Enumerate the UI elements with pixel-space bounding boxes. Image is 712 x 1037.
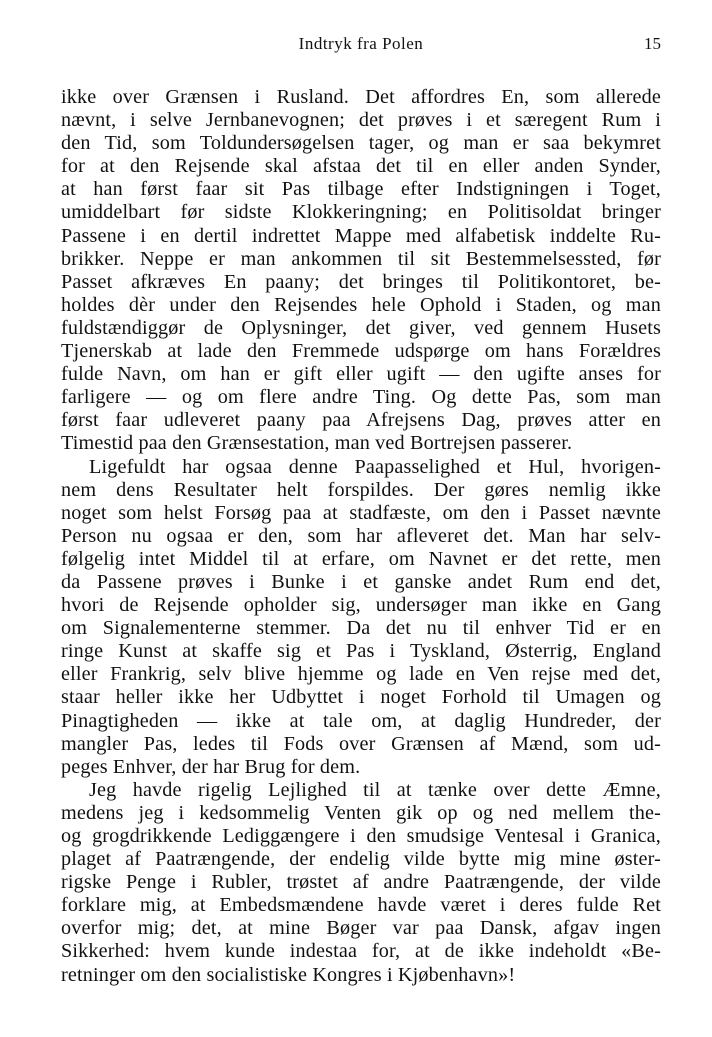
text-line: følgelig intet Middel til at erfare, om Navnet er det rette, men [61,547,661,570]
paragraph [61,456,661,779]
text-line: forklare mig, at Embedsmændene havde været i deres fulde Ret [61,894,661,917]
page-header [61,34,661,58]
text-line: ringe Kunst at skaffe sig et Pas i Tyskland, Østerrig, England [61,640,661,663]
text-line: Person nu ogsaa er den, som har afleveret det. Man har selv- [61,524,661,547]
running-title: Indtryk fra Polen [298,34,424,53]
text-line: peges Enhver, der har Brug for dem. [61,755,361,778]
text-line: først faar udleveret paany paa Afrejsens Dag, prøves atter en [61,409,661,432]
text-line: Sikkerhed: hvem kunde indestaa for, at de ikke indeholdt «Be- [61,940,661,963]
text-line: noget som helst Forsøg paa at stadfæste, om den i Passet nævnte [61,501,661,524]
text-line: Pinagtigheden — ikke at tale om, at daglig Hundreder, der [61,709,661,732]
body-text [61,86,661,987]
text-line: hvori de Rejsende opholder sig, undersøger man ikke en Gang [61,594,661,617]
text-line: Timestid paa den Grænsestation, man ved Bortrejsen passerer. [61,432,573,455]
text-line: da Passene prøves i Bunke i et ganske andet Rum end det, [61,570,661,593]
text-line: nævnt, i selve Jernbanevognen; det prøves i et særegent Rum i [61,109,661,132]
text-line: om Signalementerne stemmer. Da det nu til enhver Tid er en [61,617,661,640]
text-line: medens jeg i kedsommelig Venten gik op og ned mellem the- [61,801,661,824]
text-line: farligere — og om flere andre Ting. Og dette Pas, som man [61,386,661,409]
page-number: 15 [644,34,661,53]
text-line: retninger om den socialistiske Kongres i Kjøbenhavn»! [61,963,516,986]
text-line: holdes dèr under den Rejsendes hele Ophold i Staden, og man [61,293,661,316]
text-line: og grogdrikkende Lediggængere i den smudsige Ventesal i Granica, [61,825,661,847]
text-line: staar heller ikke her Udbyttet i noget Forhold til Umagen og [61,686,661,709]
text-line: fulde Navn, om han er gift eller ugift — den ugifte anses for [61,363,661,386]
text-line: rigske Penge i Rubler, trøstet af andre Paatrængende, der vilde [61,871,661,894]
text-line: overfor mig; det, at mine Bøger var paa Dansk, afgav ingen [61,917,661,940]
text-line: Passene i en dertil indrettet Mappe med alfabetisk inddelte Ru- [61,224,661,247]
text-line: brikker. Neppe er man ankommen til sit Bestemmelsessted, før [61,247,661,270]
text-line: nem dens Resultater helt forspildes. Der gøres nemlig ikke [61,478,661,501]
text-line: fuldstændiggør de Oplysninger, det giver, ved gennem Husets [61,316,661,339]
text-line: mangler Pas, ledes til Fods over Grænsen af Mænd, som ud- [61,732,661,755]
text-line: at han først faar sit Pas tilbage efter Indstigningen i Toget, [61,178,661,201]
text-line: for at den Rejsende skal afstaa det til en eller anden Synder, [61,155,661,178]
text-line: Jeg havde rigelig Lejlighed til at tænke over dette Æmne, [89,778,661,801]
text-line: den Tid, som Toldundersøgelsen tager, og man er saa bekymret [61,132,661,155]
paragraph [61,86,661,456]
text-line: Passet afkræves En paany; det bringes til Politikontoret, be- [61,270,661,293]
text-line: ikke over Grænsen i Rusland. Det affordres En, som allerede [61,86,661,108]
text-line: eller Frankrig, selv blive hjemme og lade en Ven rejse med det, [61,663,661,686]
text-line: Ligefuldt har ogsaa denne Paapasselighed et Hul, hvorigen- [89,455,661,478]
paragraph [61,779,661,987]
text-line: plaget af Paatrængende, der endelig vilde bytte mig mine øster- [61,848,661,871]
book-page [61,34,661,987]
text-line: umiddelbart før sidste Klokkeringning; en Politisoldat bringer [61,201,661,224]
text-line: Tjenerskab at lade den Fremmede udspørge om hans Forældres [61,340,661,363]
